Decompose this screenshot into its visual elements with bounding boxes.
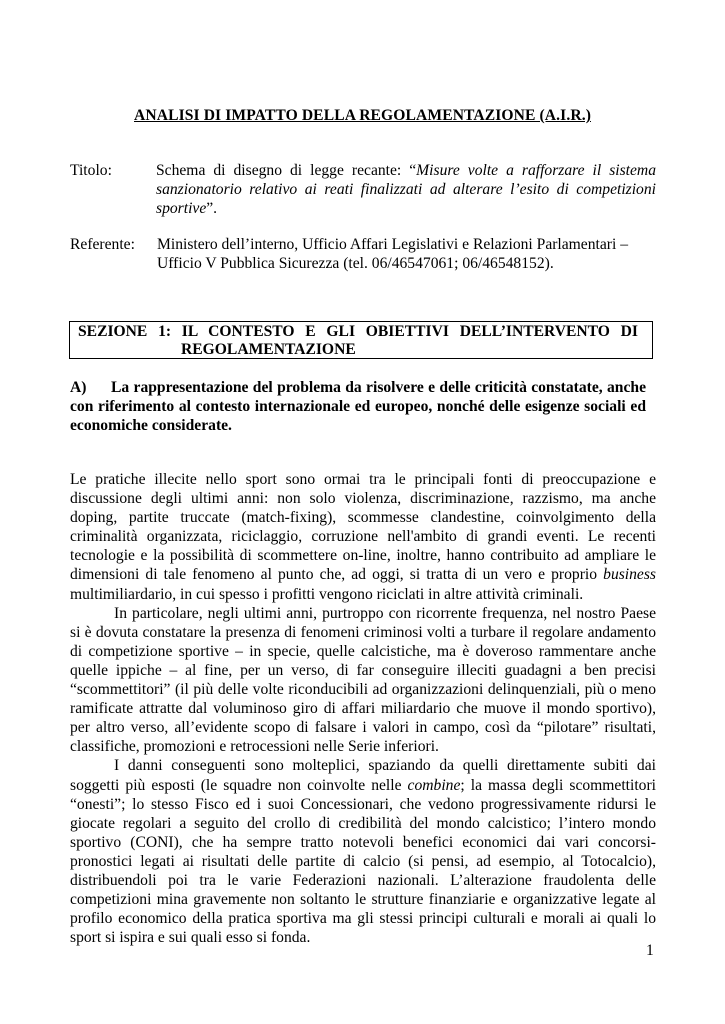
titolo-label: Titolo: — [70, 162, 112, 179]
paragraph-2: In particolare, negli ultimi anni, purtroppo con ricorrente frequenza, nel nostro Paese si è dovuta constatare la presenza di fenomeni criminosi volti a turbare il regolare andamento di competizione sportive – in specie, quelle calcistiche, ma è doveroso rammentare anche quelle ippiche – al fine, per un verso, di far conseguire illeciti guadagni a ben precisi “scommettitori” (il più delle volte riconducibili ad organizzazioni delinquenziali, più o meno ramificate attratte dal voluminoso giro di affari miliardario che muove il mondo sportivo), per altro verso, all’evidente scopo di falsare i valori in campo, così da “pilotare” risultati, classifiche, promozioni e retrocessioni nelle Serie inferiori. — [70, 604, 656, 756]
question-a — [70, 378, 646, 435]
body-text — [70, 470, 656, 947]
referente-label: Referente: — [70, 236, 135, 253]
question-text: La rappresentazione del problema da risolvere e delle criticità constatate, anche con riferimento al contesto internazionale ed europeo, nonché delle esigenze sociali ed economiche considerate. — [70, 379, 646, 434]
titolo-prefix: Schema di disegno di legge recante: “ — [156, 162, 417, 179]
referente-line-1: Ministero dell’interno, Ufficio Affari Legislativi e Relazioni Parlamentari – — [157, 236, 629, 253]
titolo-italic: Misure volte a rafforzare il sistema sanzionatorio relativo ai reati finalizzati ad alterare l’esito di competizioni sportive — [156, 162, 656, 217]
paragraph-1-italic: business — [603, 566, 656, 584]
page-number: 1 — [646, 942, 654, 959]
titolo-row — [70, 161, 656, 221]
paragraph-3 — [70, 756, 656, 947]
section-heading-line-1: SEZIONE 1: IL CONTESTO E GLI OBIETTIVI DELL’INTERVENTO DI — [78, 323, 638, 340]
referente-row — [70, 235, 656, 275]
paragraph-3-italic: combine — [407, 776, 461, 794]
section-heading-line-2: REGOLAMENTAZIONE — [181, 341, 356, 358]
question-letter: A) — [70, 379, 87, 396]
referente-value — [157, 235, 656, 273]
referente-line-2: Ufficio V Pubblica Sicurezza (tel. 06/46547061; 06/46548152). — [157, 255, 554, 272]
section-heading-box — [69, 321, 653, 359]
paragraph-1-text-a: Le pratiche illecite nello sport sono ormai tra le principali fonti di preoccupazione e discussione degli ultimi anni: non solo violenza, discriminazione, razzismo, ma anche doping, partite truccate (match-fixing), scommesse clandestine, coinvolgimento della criminalità organizzata, riciclaggio, corruzione nell'ambito di grandi eventi. Le recenti tecnologie e la possibilità di scommettere on-line, inoltre, hanno contribuito ad ampliare le dimensioni di tale fenomeno al punto che, ad oggi, si tratta di un vero e proprio — [70, 471, 656, 584]
paragraph-3-text-b: ; la massa degli scommettitori “onesti”; lo stesso Fisco ed i suoi Concessionari, che vedono progressivamente ridursi le giocate regolari a seguito del crollo di credibilità del mondo calcistico; l’intero mondo sportivo (CONI), che ha sempre tratto notevoli benefici economici dai vari concorsi-pronostici legati ai risultati delle partite di calcio (si pensi, ad esempio, al Totocalcio), distribuendoli poi tra le varie Federazioni nazionali. L’alterazione fraudolenta delle competizioni mina gravemente non soltanto le strutture finanziarie e organizzative legate al profilo economico della pratica sportiva ma gli stessi principi culturali e morali ai quali lo sport si ispira e sui quali esso si fonda. — [70, 776, 656, 947]
paragraph-1-text-b: multimiliardario, in cui spesso i profitti vengono riciclati in altre attività criminali. — [70, 585, 584, 603]
titolo-value — [156, 161, 656, 218]
paragraph-3-text-a: I danni conseguenti sono molteplici, spaziando da quelli direttamente subiti dai soggetti più esposti (le squadre non coinvolte nelle — [70, 757, 656, 794]
document-title: ANALISI DI IMPATTO DELLA REGOLAMENTAZIONE (A.I.R.) — [134, 107, 591, 124]
titolo-suffix: ”. — [206, 200, 218, 217]
paragraph-1 — [70, 470, 656, 604]
